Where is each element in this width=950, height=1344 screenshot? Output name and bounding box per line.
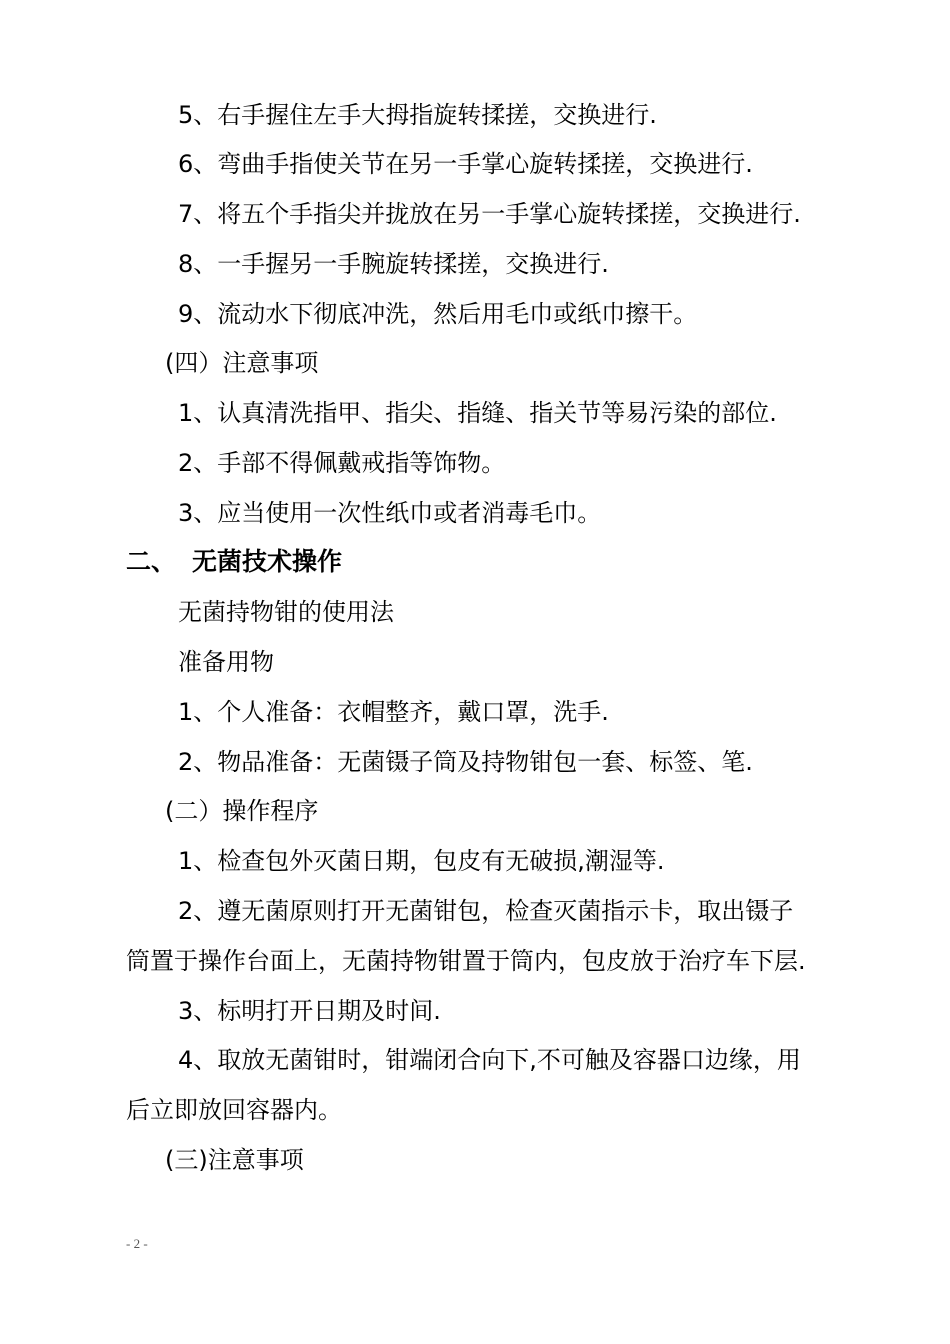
subsection-heading-precautions: (四）注意事项 <box>165 349 319 377</box>
procedure-4-continuation: 后立即放回容器内。 <box>126 1096 342 1124</box>
step-7-line: 7、将五个手指尖并拢放在另一手掌心旋转揉搓，交换进行. <box>178 200 801 228</box>
preparation-1-line: 1、个人准备：衣帽整齐，戴口罩，洗手. <box>178 698 609 726</box>
step-6-line: 6、弯曲手指使关节在另一手掌心旋转揉搓，交换进行. <box>178 150 753 178</box>
precaution-2-line: 2、手部不得佩戴戒指等饰物。 <box>178 449 506 477</box>
subsection-title-preparation: 准备用物 <box>178 648 274 676</box>
step-5-line: 5、右手握住左手大拇指旋转揉搓，交换进行. <box>178 101 657 129</box>
page-number: - 2 - <box>126 1236 148 1251</box>
procedure-2-continuation: 筒置于操作台面上，无菌持物钳置于筒内，包皮放于治疗车下层. <box>126 947 806 975</box>
precaution-3-line: 3、应当使用一次性纸巾或者消毒毛巾。 <box>178 499 602 527</box>
section-title: 无菌技术操作 <box>192 547 343 576</box>
subsection-title-forceps: 无菌持物钳的使用法 <box>178 598 394 626</box>
section-heading <box>126 547 342 577</box>
precaution-1-line: 1、认真清洗指甲、指尖、指缝、指关节等易污染的部位. <box>178 399 777 427</box>
subsection-heading-procedure: (二）操作程序 <box>165 797 319 825</box>
procedure-3-line: 3、标明打开日期及时间. <box>178 997 441 1025</box>
procedure-2-line: 2、遵无菌原则打开无菌钳包，检查灭菌指示卡，取出镊子 <box>178 897 794 925</box>
step-9-line: 9、流动水下彻底冲洗，然后用毛巾或纸巾擦干。 <box>178 300 698 328</box>
step-8-line: 8、一手握另一手腕旋转揉搓，交换进行. <box>178 250 609 278</box>
section-number: 二、 <box>126 547 177 576</box>
procedure-1-line: 1、检查包外灭菌日期，包皮有无破损,潮湿等. <box>178 847 665 875</box>
subsection-heading-notes: (三)注意事项 <box>165 1146 304 1174</box>
procedure-4-line: 4、取放无菌钳时，钳端闭合向下,不可触及容器口边缘，用 <box>178 1046 801 1074</box>
preparation-2-line: 2、物品准备：无菌镊子筒及持物钳包一套、标签、笔. <box>178 748 753 776</box>
